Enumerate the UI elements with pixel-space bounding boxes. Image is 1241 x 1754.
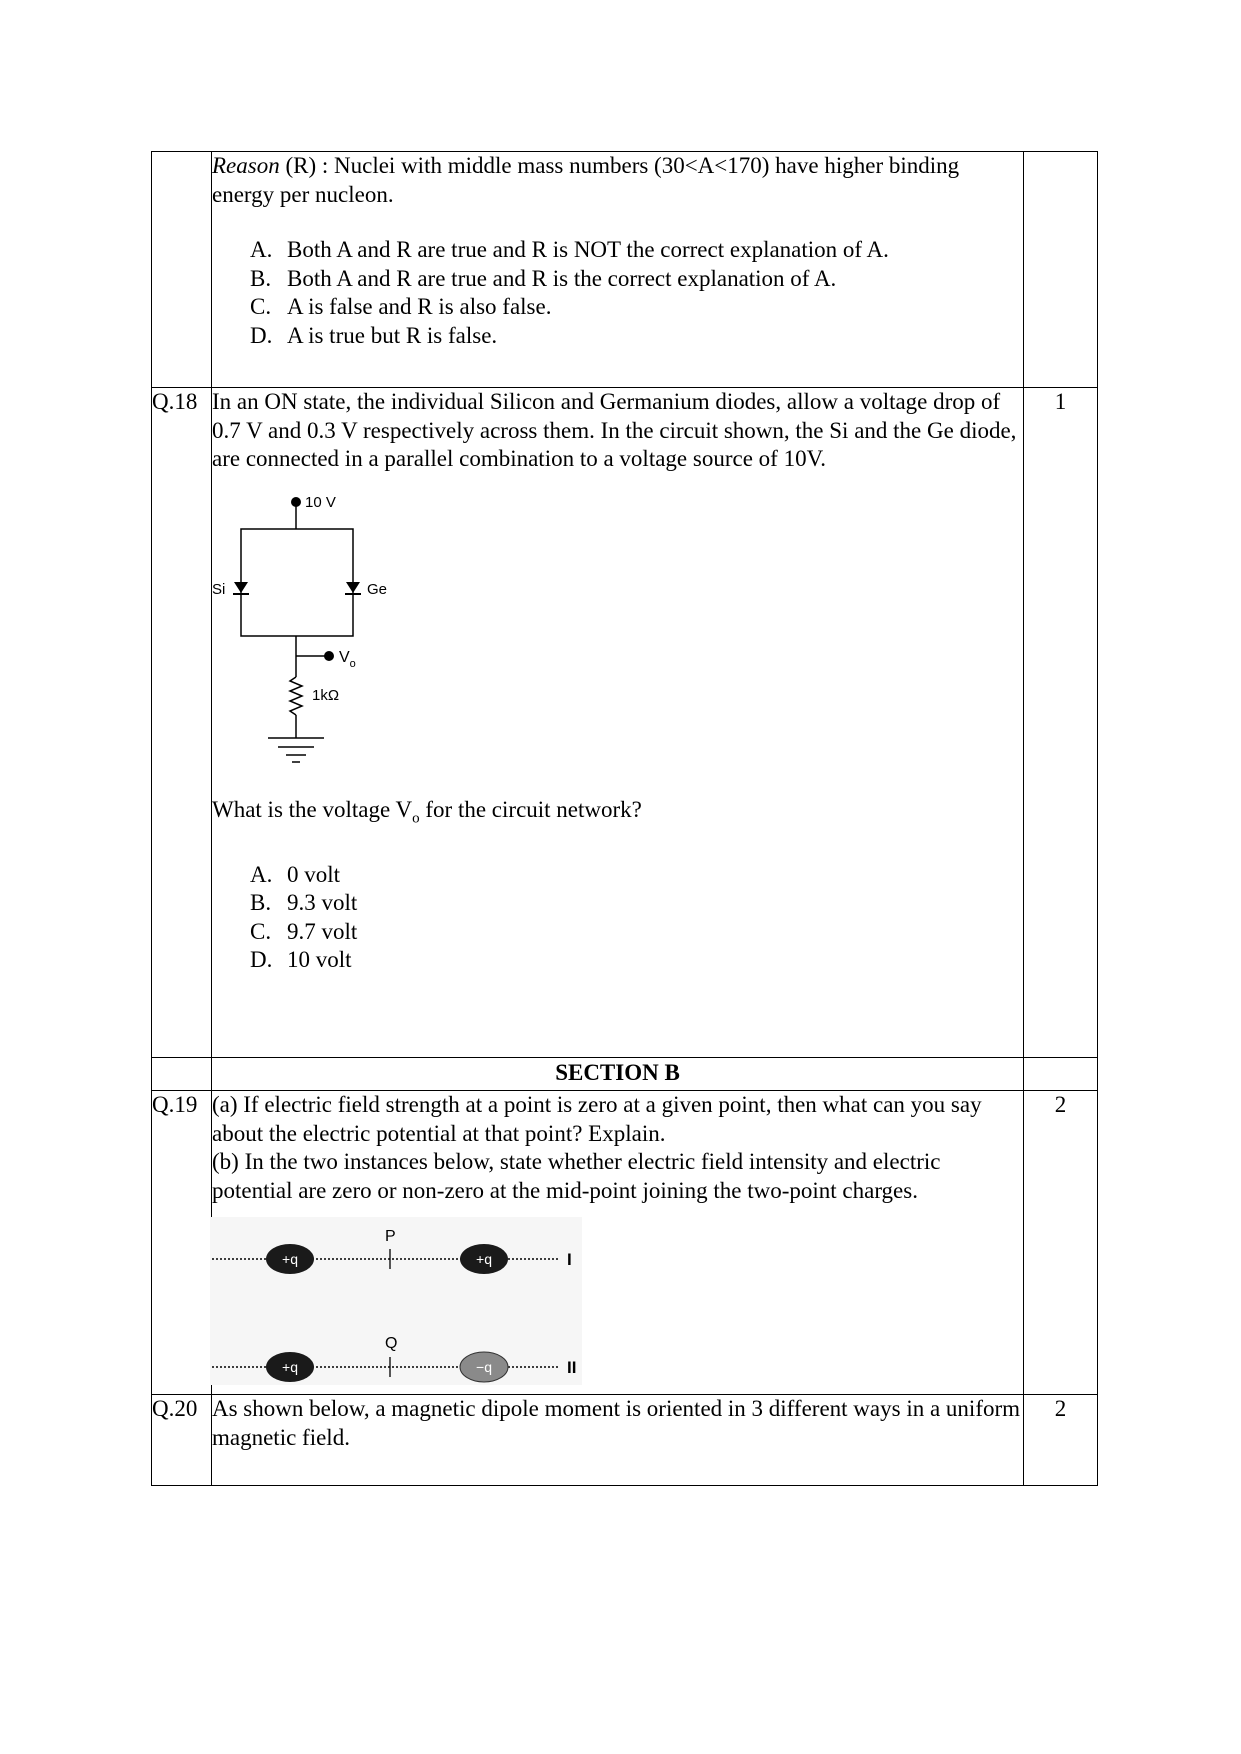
- question-table: [151, 151, 1098, 1486]
- output-label: $V_o$: [339, 648, 356, 670]
- question-text-q18: In an ON state, the individual Silicon and Germanium diodes, allow a voltage drop of 0.7 V and 0.3 V respectively across them. In the circuit shown, the Si and the Ge diode, are connected in a parallel combination to a voltage source of 10V.: [212, 389, 1017, 471]
- svg-text:+q: +q: [476, 1251, 492, 1267]
- option-d: D. A is true but R is false.: [250, 322, 498, 348]
- row-label-ii: II: [567, 1358, 577, 1377]
- marks-cell: [1024, 152, 1098, 388]
- section-heading: SECTION B: [212, 1058, 1024, 1091]
- output-terminal: [324, 651, 334, 661]
- midpoint-label-p: P: [385, 1228, 396, 1245]
- question-prompt-q18: What is the voltage $V_o$ for the circuit network?: [212, 796, 642, 827]
- options-list-q18: [212, 861, 1023, 975]
- question-row-q18: [152, 388, 1098, 1058]
- section-header-row: [152, 1058, 1098, 1091]
- ground-symbol: [268, 738, 324, 762]
- option-c: C. 9.7 volt: [250, 918, 358, 944]
- svg-text:−q: −q: [476, 1359, 492, 1375]
- si-label: Si: [212, 580, 226, 598]
- charge-positive-right-i: [460, 1244, 508, 1274]
- marks-q18: 1: [1024, 388, 1098, 1058]
- marks-q20: 2: [1024, 1395, 1098, 1486]
- reason-text: (R) : Nuclei with middle mass numbers (30<A<170) have higher binding energy per nucleon.: [212, 153, 960, 207]
- question-part-a: (a) If electric field strength at a point is zero at a given point, then what can you say about the electric potential at that point? Explain.: [212, 1092, 982, 1146]
- svg-text:+q: +q: [282, 1251, 298, 1267]
- question-row-q17: [152, 152, 1098, 388]
- reason-statement: [212, 152, 1023, 209]
- section-number-cell: [152, 1058, 212, 1091]
- midpoint-label-q: Q: [385, 1335, 398, 1352]
- si-diode: [233, 582, 249, 594]
- svg-text:+q: +q: [282, 1359, 298, 1375]
- ge-label: Ge: [367, 580, 388, 598]
- question-number-q19: Q.19: [152, 1091, 212, 1395]
- diode-circuit-diagram: [212, 482, 388, 782]
- question-body-q19: [212, 1091, 1024, 1395]
- marks-q19: 2: [1024, 1091, 1098, 1395]
- option-d: D. 10 volt: [250, 947, 352, 973]
- question-row-q19: [152, 1091, 1098, 1395]
- charge-positive-left-i: [266, 1244, 314, 1274]
- section-marks-cell: [1024, 1058, 1098, 1091]
- reason-label: Reason: [212, 153, 280, 178]
- question-number-q18: Q.18: [152, 388, 212, 1058]
- parallel-loop: [241, 529, 353, 636]
- option-b: B. Both A and R are true and R is the correct explanation of A.: [250, 265, 837, 291]
- row-label-i: I: [567, 1250, 572, 1269]
- question-body-q18: [212, 388, 1024, 1058]
- resistor-label: 1kΩ: [312, 686, 340, 704]
- options-list-q17: [212, 236, 1023, 350]
- question-number-cell: [152, 152, 212, 388]
- option-b: B. 9.3 volt: [250, 890, 358, 916]
- option-a: A. Both A and R are true and R is NOT the correct explanation of A.: [250, 237, 889, 262]
- question-body-q17: [212, 152, 1024, 388]
- ge-diode: [345, 582, 361, 594]
- question-body-q20: As shown below, a magnetic dipole moment is oriented in 3 different ways in a uniform magnetic field.: [212, 1395, 1024, 1486]
- question-number-q20: Q.20: [152, 1395, 212, 1486]
- source-label: 10 V: [305, 493, 336, 511]
- option-c: C. A is false and R is also false.: [250, 294, 552, 319]
- charge-negative-right-ii: [460, 1352, 508, 1382]
- question-part-b: (b) In the two instances below, state whether electric field intensity and electric potential are zero or non-zero at the mid-point joining the two-point charges.: [212, 1149, 941, 1203]
- resistor: [290, 677, 302, 715]
- charge-positive-left-ii: [266, 1352, 314, 1382]
- question-row-q20: [152, 1395, 1098, 1486]
- point-charges-diagram: [210, 1217, 582, 1385]
- option-a: A. 0 volt: [250, 861, 341, 887]
